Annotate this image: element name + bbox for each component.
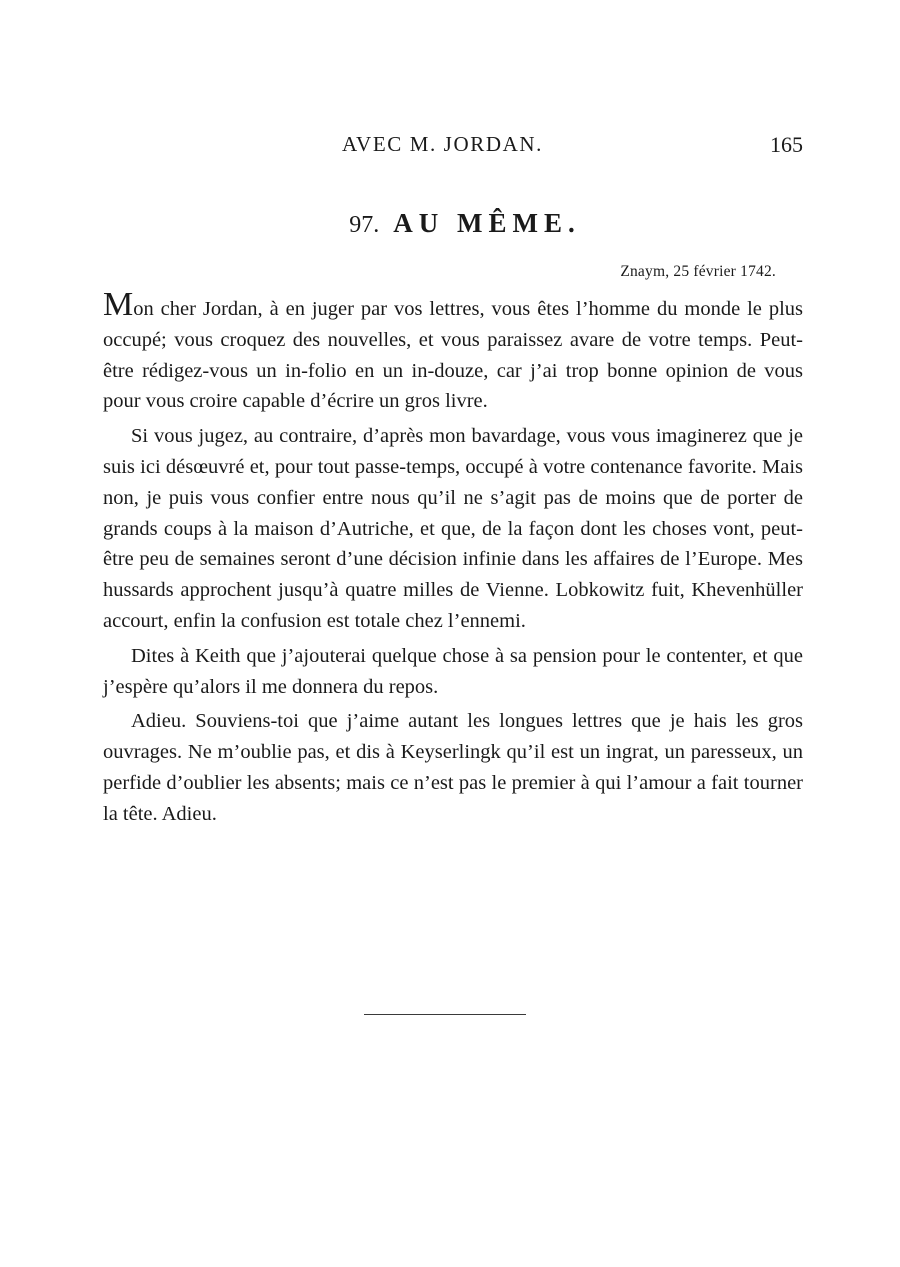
letter-number: 97. <box>349 212 380 238</box>
letter-heading <box>0 208 900 239</box>
paragraph-2: Si vous jugez, au contraire, d’après mon bavardage, vous vous imaginerez que je suis ici désœuvré et, pour tout passe-temps, occupé à votre contenance favorite. Mais non, je puis vous confier entre nous qu’il ne s’agit pas de moins que de porter de grands coups à la maison d’Autriche, et que, de la façon dont les choses vont, peut-être peu de semaines seront d’une décision infinie dans les affaires de l’Europe. Mes hussards approchent jusqu’à quatre milles de Vienne. Lobkowitz fuit, Khevenhüller accourt, enfin la confusion est totale chez l’ennemi. <box>103 425 803 632</box>
running-head <box>0 132 900 162</box>
letter-title: AU MÊME. <box>393 208 581 238</box>
initial-letter: M <box>103 286 134 323</box>
paragraph-1 <box>103 286 803 417</box>
dateline: Znaym, 25 février 1742. <box>620 263 776 280</box>
closing-rule <box>364 1014 526 1015</box>
paragraph-3: Dites à Keith que j’ajouterai quelque chose à sa pension pour le contenter, et que j’espère qu’alors il me donnera du repos. <box>103 644 803 698</box>
running-title: AVEC M. JORDAN. <box>342 132 543 156</box>
letter-body <box>103 286 803 834</box>
paragraph-4: Adieu. Souviens-toi que j’aime autant les longues lettres que je hais les gros ouvrages. Ne m’oublie pas, et dis à Keyserlingk qu’il est un ingrat, un paresseux, un perfide d’oublier les absents; mais ce n’est pas le premier à qui l’amour a fait tourner la tête. Adieu. <box>103 710 803 825</box>
paragraph-1-text: on cher Jordan, à en juger par vos lettres, vous êtes l’homme du monde le plus occupé; vous croquez des nouvelles, et vous paraissez avare de votre temps. Peut-être rédigez-vous un in-folio en un in-douze, car j’ai trop bonne opinion de vous pour vous croire capable d’écrire un gros livre. <box>103 298 803 413</box>
page-number: 165 <box>770 132 803 157</box>
